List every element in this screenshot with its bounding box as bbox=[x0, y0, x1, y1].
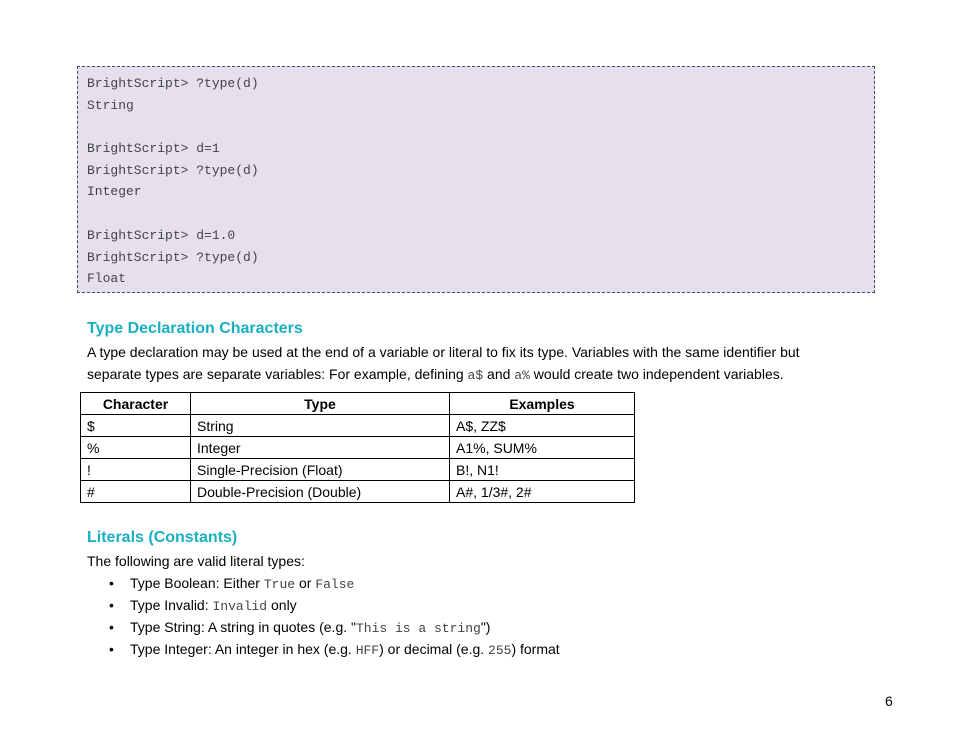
inline-code: False bbox=[315, 577, 355, 592]
bullet-icon: • bbox=[109, 619, 114, 635]
code-line bbox=[87, 116, 874, 138]
column-header: Character bbox=[81, 393, 191, 415]
list-text: ) or decimal (e.g. bbox=[379, 641, 489, 657]
list-text: Type Boolean: Either bbox=[130, 575, 264, 591]
table-cell: % bbox=[81, 437, 191, 459]
list-item bbox=[87, 616, 560, 638]
list-text: ) format bbox=[511, 641, 560, 657]
code-line: BrightScript> d=1.0 bbox=[87, 227, 236, 243]
code-line bbox=[87, 203, 874, 225]
table-cell: $ bbox=[81, 415, 191, 437]
page-number: 6 bbox=[885, 693, 893, 709]
literal-types-list bbox=[87, 572, 560, 660]
code-line: BrightScript> ?type(d) bbox=[87, 249, 259, 265]
inline-code: a$ bbox=[467, 368, 484, 383]
table-cell: A1%, SUM% bbox=[450, 437, 635, 459]
bullet-icon: • bbox=[109, 597, 114, 613]
table-row bbox=[81, 481, 635, 503]
type-declaration-table bbox=[80, 392, 635, 503]
inline-code: a% bbox=[514, 368, 530, 383]
section-heading-literals: Literals (Constants) bbox=[87, 529, 238, 546]
paragraph-text: and bbox=[483, 366, 515, 382]
inline-code: This is a string bbox=[355, 621, 481, 636]
table-cell: Single-Precision (Float) bbox=[191, 459, 450, 481]
list-text: Type String: A string in quotes (e.g. " bbox=[130, 619, 356, 635]
code-block bbox=[77, 66, 875, 293]
table-row bbox=[81, 459, 635, 481]
table-cell: B!, N1! bbox=[450, 459, 635, 481]
bullet-icon: • bbox=[109, 641, 114, 657]
literals-intro: The following are valid literal types: bbox=[87, 553, 305, 569]
table-cell: Double-Precision (Double) bbox=[191, 481, 450, 503]
table-cell: String bbox=[191, 415, 450, 437]
list-text: Type Integer: An integer in hex (e.g. bbox=[130, 641, 356, 657]
code-line: BrightScript> ?type(d) bbox=[87, 76, 259, 91]
column-header: Type bbox=[191, 393, 450, 415]
table-cell: A$, ZZ$ bbox=[450, 415, 635, 437]
table-header-row bbox=[81, 393, 635, 415]
paragraph-text: would create two independent variables. bbox=[529, 366, 784, 382]
table-cell: # bbox=[81, 481, 191, 503]
inline-code: Invalid bbox=[212, 599, 268, 614]
list-text: ") bbox=[480, 619, 491, 635]
code-line: String bbox=[87, 97, 134, 113]
code-line: BrightScript> ?type(d) bbox=[87, 162, 259, 178]
section-heading-type-declaration: Type Declaration Characters bbox=[87, 320, 303, 337]
table-row bbox=[81, 415, 635, 437]
list-item bbox=[87, 594, 560, 616]
code-line: BrightScript> d=1 bbox=[87, 141, 220, 157]
inline-code: True bbox=[263, 577, 296, 592]
code-line: Float bbox=[87, 271, 127, 287]
list-text: Type Invalid: bbox=[130, 597, 213, 613]
inline-code: 255 bbox=[488, 643, 512, 658]
table-cell: A#, 1/3#, 2# bbox=[450, 481, 635, 503]
list-text: or bbox=[295, 575, 316, 591]
list-text: only bbox=[267, 597, 297, 613]
table-row bbox=[81, 437, 635, 459]
bullet-icon: • bbox=[109, 575, 114, 591]
table-cell: ! bbox=[81, 459, 191, 481]
list-item bbox=[87, 638, 560, 660]
table-cell: Integer bbox=[191, 437, 450, 459]
code-line: Integer bbox=[87, 184, 142, 200]
column-header: Examples bbox=[450, 393, 635, 415]
inline-code: HFF bbox=[355, 643, 380, 658]
type-declaration-paragraph bbox=[87, 341, 847, 387]
list-item bbox=[87, 572, 560, 594]
paragraph-text: A type declaration may be used at the end of a variable or literal to fix its type. Variables with the same identifier but separate types are separate variables: For example, defining bbox=[87, 344, 800, 382]
